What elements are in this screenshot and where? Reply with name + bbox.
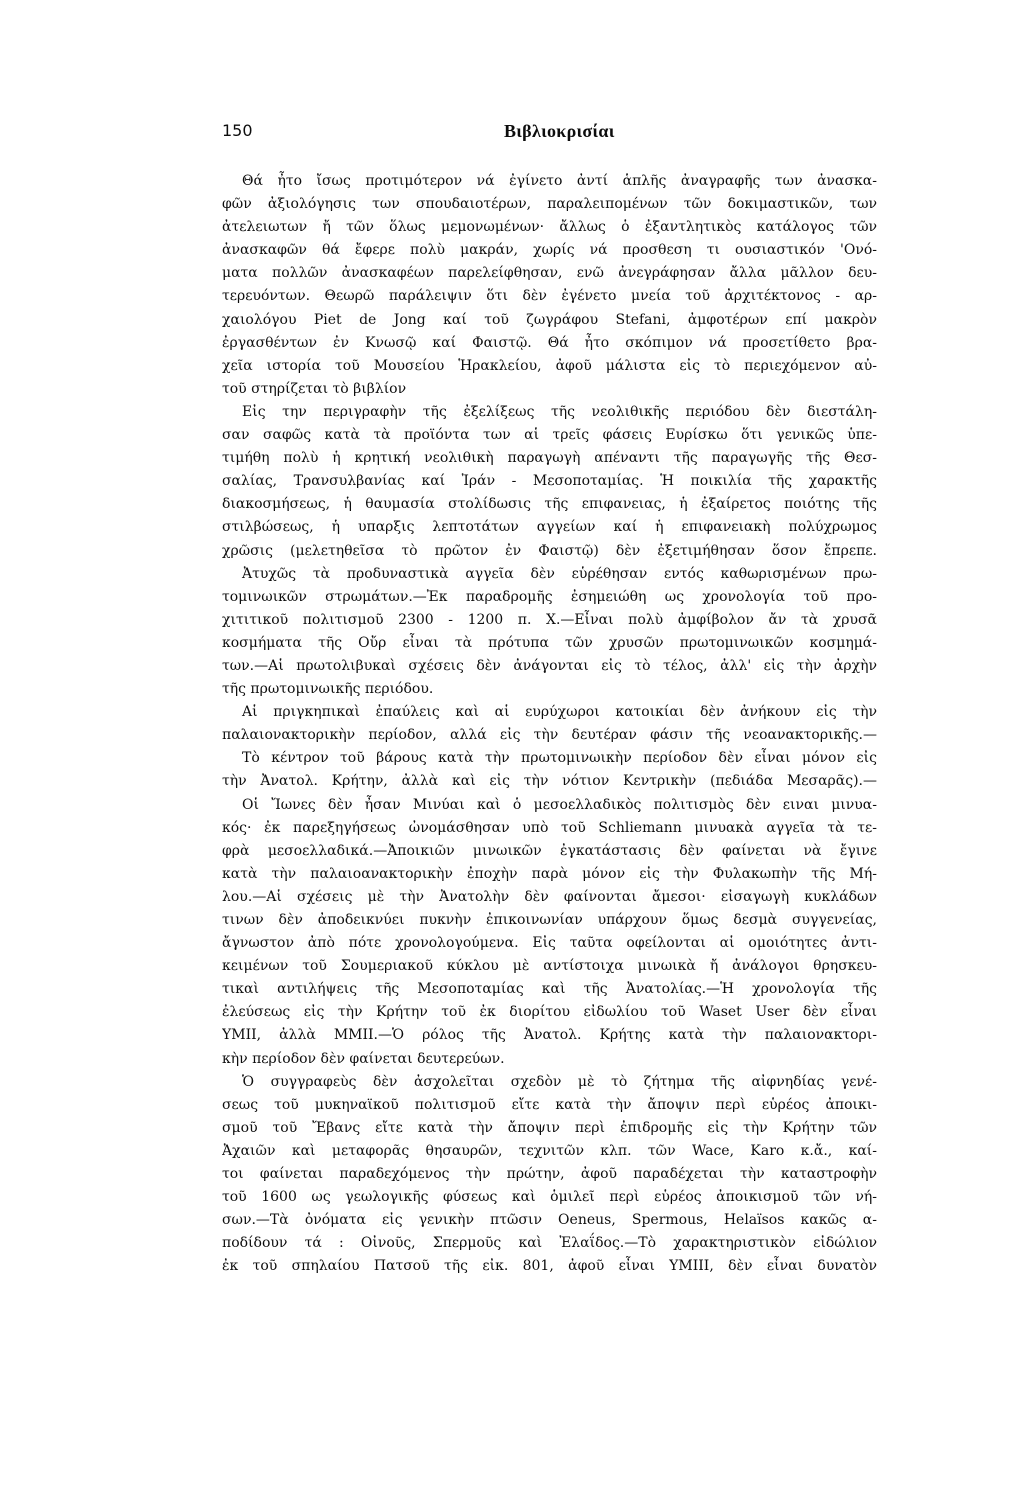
page-header bbox=[222, 120, 877, 144]
text-line: Ἀχαιῶν καὶ μεταφορᾶς θησαυρῶν, τεχνιτῶν κλπ. τῶν Wace, Karo κ.ἄ., καί- bbox=[222, 1142, 877, 1159]
text-line: φρὰ μεσοελλαδικά.—Ἀποικιῶν μινωικῶν ἐγκατάστασις δὲν φαίνεται νὰ ἔγινε bbox=[222, 842, 877, 859]
text-line: Θά ἦτο ἴσως προτιμότερον νά ἐγίνετο ἀντί ἁπλῆς ἀναγραφῆς των ἀνασκα- bbox=[242, 173, 877, 189]
text-line: κός· ἐκ παρεξηγήσεως ὠνομάσθησαν υπὸ τοῦ Schliemann μινυακὰ αγγεῖα τὰ τε- bbox=[222, 819, 877, 836]
text-line: τοῦ 1600 ως γεωλογικῆς φύσεως καὶ ὁμιλεῖ περὶ εὑρέος ἀποικισμοῦ τῶν νή- bbox=[222, 1189, 877, 1206]
text-line: ἀτελειωτων ἤ τῶν ὅλως μεμονωμένων· ἄλλως ὁ ἐξαντλητικὸς κατάλογος τῶν bbox=[222, 219, 877, 236]
text-line: τινων δὲν ἀποδεικνύει πυκνὴν ἐπικοινωνίαν υπάρχουν ὅμως δεσμὰ συγγενείας, bbox=[222, 912, 877, 928]
text-line: τὴν Ἀνατολ. Κρήτην, ἀλλὰ καὶ εἰς τὴν νότιον Κεντρικὴν (πεδιάδα Μεσαρᾶς).— bbox=[222, 773, 877, 790]
text-line: τερευόντων. Θεωρῶ παράλειψιν ὅτι δὲν ἐγένετο μνεία τοῦ ἀρχιτέκτονος - αρ- bbox=[222, 288, 877, 305]
text-line: Οἱ Ἴωνες δὲν ἦσαν Μινύαι καὶ ὁ μεσοελλαδικὸς πολιτισμὸς δὲν ειναι μινυα- bbox=[242, 796, 877, 813]
text-line: Ὁ συγγραφεὺς δὲν ἀσχολεῖται σχεδὸν μὲ τὸ ζήτημα τῆς αἰφνηδίας γενέ- bbox=[242, 1073, 877, 1090]
body-text bbox=[222, 170, 877, 1279]
text-line: τοῦ στηρίζεται τὸ βιβλίον bbox=[222, 380, 407, 397]
text-line: σεως τοῦ μυκηναϊκοῦ πολιτισμοῦ εἴτε κατὰ τὴν ἄποψιν περὶ εὑρέος ἀποικι- bbox=[222, 1096, 877, 1113]
text-line: τοι φαίνεται παραδεχόμενος τὴν πρώτην, ἀφοῦ παραδέχεται τὴν καταστροφὴν bbox=[222, 1166, 877, 1183]
text-line: τῆς πρωτομινωικῆς περιόδου. bbox=[222, 681, 434, 698]
text-line: ἐλεύσεως εἰς τὴν Κρήτην τοῦ ἐκ διορίτου εἰδωλίου τοῦ Waset User δὲν εἶναι bbox=[222, 1004, 877, 1021]
text-line: σαλίας, Τρανσυλβανίας καί Ἰράν - Μεσοποταμίας. Ἡ ποικιλία τῆς χαρακτῆς bbox=[222, 473, 877, 490]
text-line: χεῖα ιστορία τοῦ Μουσείου Ἡρακλείου, ἀφοῦ μάλιστα εἰς τὸ περιεχόμενον αὐ- bbox=[222, 357, 877, 374]
text-line: σαν σαφῶς κατὰ τὰ προϊόντα των αἱ τρεῖς φάσεις Ευρίσκω ὅτι γενικῶς ὑπε- bbox=[222, 427, 877, 444]
text-line: ματα πολλῶν ἀνασκαφέων παρελείφθησαν, ενῶ ἀνεγράφησαν ἄλλα μᾶλλον δευ- bbox=[222, 265, 877, 282]
text-line: Τὸ κέντρον τοῦ βάρους κατὰ τὴν πρωτομινωικὴν περίοδον δὲν εἶναι μόνον εἰς bbox=[242, 750, 877, 767]
running-head: Βιβλιοκρισίαι bbox=[504, 121, 615, 141]
text-line: Αἱ πριγκηπικαὶ ἐπαύλεις καὶ αἱ ευρύχωροι κατοικίαι δὲν ἀνήκουν εἰς τὴν bbox=[242, 704, 877, 721]
text-line: τιμήθη πολὺ ἡ κρητική νεολιθικὴ παραγωγὴ απέναντι τῆς παραγωγῆς τῆς Θεσ- bbox=[222, 450, 877, 467]
text-line: ποδίδουν τά : Οἰνοῦς, Σπερμοῦς καὶ Ἐλαΐδος.—Τὸ χαρακτηριστικὸν εἰδώλιον bbox=[222, 1235, 877, 1252]
text-line: ἐργασθέντων ἐν Κνωσῷ καί Φαιστῷ. Θά ἦτο σκόπιμον νά προσετίθετο βρα- bbox=[222, 334, 877, 351]
text-line: τικαὶ αντιλήψεις τῆς Μεσοποταμίας καὶ τῆς Ἀνατολίας.—Ἡ χρονολογία τῆς bbox=[222, 981, 877, 998]
text-line: ΥΜΙΙ, ἀλλὰ ΜΜΙΙ.—Ὁ ρόλος τῆς Ἀνατολ. Κρήτης κατὰ τὴν παλαιονακτορι- bbox=[222, 1027, 877, 1044]
text-line: Ἀτυχῶς τὰ προδυναστικὰ αγγεῖα δὲν εὑρέθησαν εντός καθωρισμένων πρω- bbox=[242, 565, 877, 582]
text-line: σων.—Τὰ ὀνόματα εἰς γενικὴν πτῶσιν Oeneus, Spermous, Helaïsos κακῶς α- bbox=[222, 1212, 877, 1229]
text-line: κοσμήματα τῆς Οὔρ εἶναι τὰ πρότυπα τῶν χρυσῶν πρωτομινωικῶν κοσμημά- bbox=[222, 634, 877, 651]
text-line: κατὰ τὴν παλαιοανακτορικὴν ἐποχὴν παρὰ μόνον εἰς τὴν Φυλακωπὴν τῆς Μή- bbox=[222, 865, 877, 882]
page-number: 150 bbox=[222, 121, 253, 140]
text-line: Εἰς την περιγραφὴν τῆς ἐξελίξεως τῆς νεολιθικῆς περιόδου δὲν διεστάλη- bbox=[242, 403, 877, 420]
text-line: χιτιτικοῦ πολιτισμοῦ 2300 - 1200 π. Χ.—Εἶναι πολὺ ἀμφίβολον ἄν τὰ χρυσᾶ bbox=[222, 611, 877, 628]
text-line: ἐκ τοῦ σπηλαίου Πατσοῦ τῆς εἰκ. 801, ἀφοῦ εἶναι ΥΜΙΙΙ, δὲν εἶναι δυνατὸν bbox=[222, 1258, 877, 1275]
text-line: ἄγνωστον ἀπὸ πότε χρονολογούμενα. Εἰς ταῦτα οφείλονται αἱ ομοιότητες ἀντι- bbox=[222, 935, 877, 952]
text-line: διακοσμήσεως, ἡ θαυμασία στολίδωσις τῆς επιφανειας, ἡ ἐξαίρετος ποιότης τῆς bbox=[222, 496, 877, 513]
text-line: παλαιονακτορικὴν περίοδον, αλλά εἰς τὴν δευτέραν φάσιν τῆς νεοανακτορικῆς.— bbox=[222, 727, 877, 744]
text-line: φῶν ἀξιολόγησις των σπουδαιοτέρων, παραλειπομένων τῶν δοκιμαστικῶν, των bbox=[222, 196, 877, 213]
text-line: κὴν περίοδον δὲν φαίνεται δευτερεύων. bbox=[222, 1050, 505, 1067]
text-line: λου.—Αἱ σχέσεις μὲ τὴν Ἀνατολὴν δὲν φαίνονται ἄμεσοι· εἰσαγωγὴ κυκλάδων bbox=[222, 888, 877, 905]
text-line: σμοῦ τοῦ Ἔβανς εἴτε κατὰ τὴν ἄποψιν περὶ ἐπιδρομῆς εἰς τὴν Κρήτην τῶν bbox=[222, 1119, 877, 1136]
text-line: των.—Αἱ πρωτολιβυκαὶ σχέσεις δὲν ἀνάγονται εἰς τὸ τέλος, ἀλλ' εἰς τὴν ἀρχὴν bbox=[222, 657, 877, 674]
text-line: χαιολόγου Piet de Jong καί τοῦ ζωγράφου Stefani, ἀμφοτέρων επί μακρὸν bbox=[222, 311, 877, 328]
text-line: στιλβώσεως, ἡ υπαρξις λεπτοτάτων αγγείων καί ἡ επιφανειακὴ πολύχρωμος bbox=[222, 519, 877, 536]
text-line: ἀνασκαφῶν θά ἔφερε πολὺ μακράν, χωρίς νά προσθεση τι ουσιαστικόν 'Ονό- bbox=[222, 242, 877, 259]
text-line: κειμένων τοῦ Σουμεριακοῦ κύκλου μὲ αντίστοιχα μινωικὰ ἤ ἀνάλογοι θρησκευ- bbox=[222, 958, 877, 975]
text-line: τομινωικῶν στρωμάτων.—Ἐκ παραδρομῆς ἐσημειώθη ως χρονολογία τοῦ προ- bbox=[222, 588, 877, 605]
text-line: χρῶσις (μελετηθεῖσα τὸ πρῶτον ἐν Φαιστῷ) δὲν ἐξετιμήθησαν ὅσον ἔπρεπε. bbox=[222, 542, 877, 559]
